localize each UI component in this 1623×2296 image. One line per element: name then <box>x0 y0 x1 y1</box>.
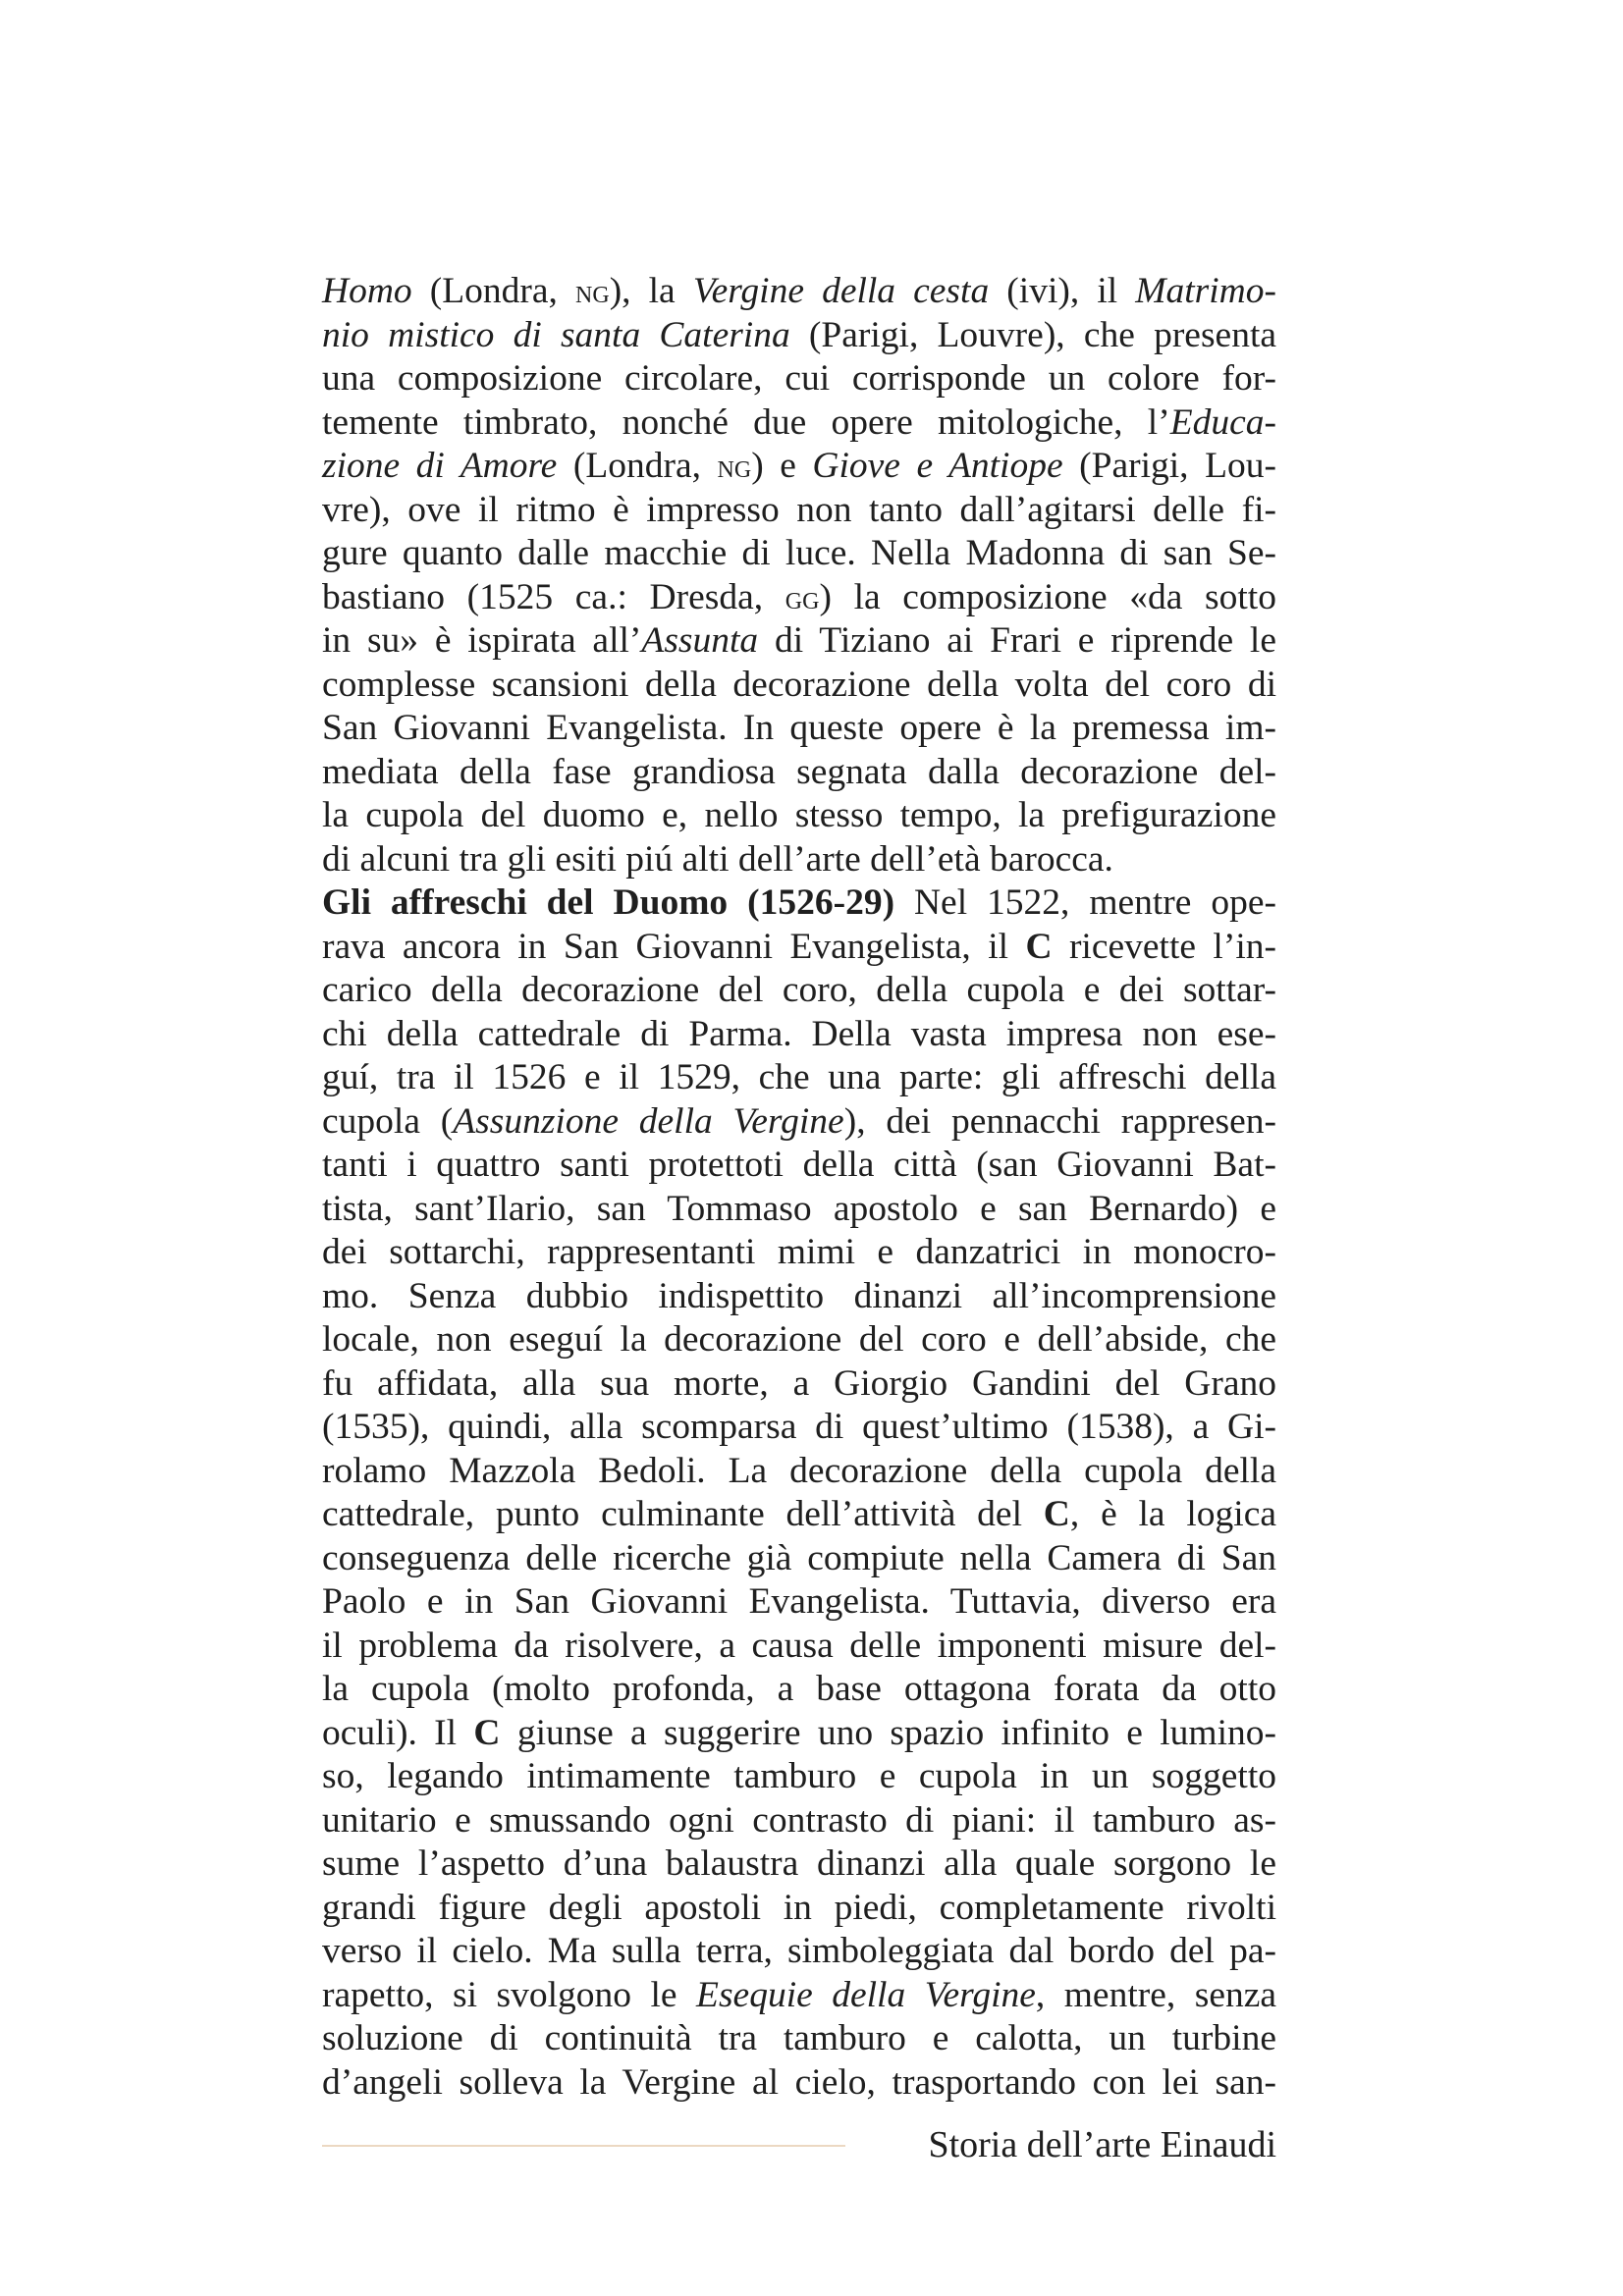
text-line <box>322 1887 1276 1931</box>
text-run: ), la <box>609 271 693 311</box>
text-run: fu affidata, alla sua morte, a Giorgio Gandini del Grano <box>322 1362 1276 1404</box>
text-line <box>322 1318 1276 1362</box>
text-run: tista, sant’Ilario, san Tommaso apostolo e san Bernardo) e <box>322 1188 1276 1229</box>
text-line <box>322 489 1276 533</box>
text-line <box>322 1056 1276 1100</box>
text-run: ricevette l’in- <box>1052 926 1276 967</box>
italic-run: Homo <box>322 271 412 311</box>
italic-run: Vergine della cesta <box>692 271 990 311</box>
text-run: d’angeli solleva la Vergine al cielo, trasportando con lei san- <box>322 2061 1276 2103</box>
text-line <box>322 1493 1276 1537</box>
text-line <box>322 576 1276 620</box>
text-run: , mentre, senza <box>1035 1974 1277 2015</box>
text-run: unitario e smussando ogni contrasto di piani: il tamburo as- <box>322 1799 1276 1841</box>
text-run: cattedrale, punto culminante dell’attività del <box>322 1494 1044 1534</box>
text-line <box>322 270 1276 314</box>
text-run: (ivi), il <box>989 271 1136 311</box>
text-run: gure quanto dalle macchie di luce. Nella Madonna di san Se- <box>322 533 1276 573</box>
text-line <box>322 619 1276 664</box>
text-line <box>322 1712 1276 1756</box>
text-run: (Parigi, Lou- <box>1062 446 1276 486</box>
text-line <box>322 751 1276 795</box>
text-run: in su» è ispirata all’ <box>322 620 642 661</box>
text-run: ) e <box>751 446 813 486</box>
text-run: rapetto, si svolgono le <box>322 1974 697 2015</box>
bold-run: Gli affreschi del Duomo (1526-29) <box>322 882 895 923</box>
text-run: dei sottarchi, rappresentanti mimi e danzatrici in monocro- <box>322 1232 1276 1272</box>
text-run: 1538 <box>1078 1407 1153 1447</box>
text-line <box>322 1100 1276 1145</box>
text-run: e il <box>566 1057 658 1097</box>
text-run: la cupola del duomo e, nello stesso tempo, la prefigurazione <box>322 795 1276 835</box>
text-line <box>322 1842 1276 1887</box>
bold-run: C <box>1043 1494 1070 1534</box>
text-run: vre), ove il ritmo è impresso non tanto dall’agitarsi delle fi- <box>322 489 1276 530</box>
text-line <box>322 1799 1276 1843</box>
text-run: la cupola (molto profonda, a base ottagona forata da otto <box>322 1669 1276 1709</box>
text-run: rava ancora in San Giovanni Evangelista, il <box>322 926 1026 967</box>
text-line <box>322 794 1276 838</box>
text-run: ) la composizione «da sotto <box>819 576 1276 617</box>
text-run: ), a Gi- <box>1152 1407 1277 1447</box>
text-run: gg <box>784 578 820 616</box>
text-line <box>322 1450 1276 1494</box>
bold-run: C <box>1025 926 1053 967</box>
body-text <box>322 270 1276 2105</box>
text-run: il problema da risolvere, a causa delle imponenti misure del- <box>322 1625 1276 1666</box>
text-run: chi della cattedrale di Parma. Della vasta impresa non ese- <box>322 1013 1276 1054</box>
text-line <box>322 664 1276 708</box>
text-run: 1529 <box>657 1057 731 1097</box>
text-run: mo. Senza dubbio indispettito dinanzi all’incomprensione <box>322 1275 1276 1316</box>
text-line <box>322 314 1276 358</box>
text-run: 1535 <box>334 1407 408 1447</box>
text-run: carico della decorazione del coro, della cupola e dei sottar- <box>322 970 1276 1010</box>
italic-run: nio mistico di santa Caterina <box>322 314 790 355</box>
text-run: mediata della fase grandiosa segnata dalla decorazione del- <box>322 751 1276 792</box>
text-line <box>322 532 1276 576</box>
text-run: di alcuni tra gli esiti piú alti dell’arte dell’età barocca. <box>322 838 1113 880</box>
text-line <box>322 881 1276 926</box>
bold-run: C <box>473 1712 501 1753</box>
text-run: , che una parte: gli affreschi della <box>730 1057 1276 1097</box>
text-run: ( <box>322 1407 335 1447</box>
text-line <box>322 357 1276 401</box>
text-run: so, legando intimamente tamburo e cupola in un soggetto <box>322 1756 1276 1796</box>
text-run: 1526 <box>492 1057 567 1097</box>
text-run: bastiano ( <box>322 576 480 617</box>
text-run: rolamo Mazzola Bedoli. La decorazione della cupola della <box>322 1450 1276 1491</box>
text-line <box>322 1188 1276 1232</box>
text-run: cupola ( <box>322 1100 454 1142</box>
text-line <box>322 2017 1276 2061</box>
text-run: , è la logica <box>1069 1494 1277 1534</box>
footer-rule <box>322 2145 845 2147</box>
footer-title: Storia dell’arte Einaudi <box>928 2124 1276 2165</box>
text-line <box>322 926 1276 970</box>
text-line <box>322 1580 1276 1625</box>
text-run: 1525 <box>479 576 554 617</box>
text-run: giunse a suggerire uno spazio infinito e lumino- <box>500 1712 1276 1753</box>
text-line <box>322 2061 1276 2106</box>
text-line <box>322 1362 1276 1407</box>
text-run: tanti i quattro santi protettoti della città (san Giovanni Bat- <box>322 1145 1276 1185</box>
text-run: ca.: Dresda, <box>553 576 785 617</box>
text-run: ng <box>717 448 752 485</box>
text-run: soluzione di continuità tra tamburo e calotta, un turbine <box>322 2018 1276 2058</box>
text-line <box>322 1537 1276 1581</box>
italic-run: Assunzione della Vergine <box>453 1100 844 1142</box>
text-run: , mentre ope- <box>1060 882 1276 923</box>
text-line <box>322 1144 1276 1188</box>
text-line <box>322 1755 1276 1799</box>
italic-run: Educa- <box>1169 401 1276 443</box>
italic-run: Assunta <box>641 620 759 661</box>
text-line <box>322 838 1276 882</box>
text-run: una composizione circolare, cui corrisponde un colore for- <box>322 358 1276 399</box>
text-line <box>322 445 1276 489</box>
text-run: ), dei pennacchi rappresen- <box>843 1100 1276 1142</box>
text-run: ), quindi, alla scomparsa di quest’ultimo ( <box>407 1407 1079 1447</box>
italic-run: zione di Amore <box>322 446 558 486</box>
text-run: sume l’aspetto d’una balaustra dinanzi alla quale sorgono le <box>322 1843 1276 1884</box>
text-run: ng <box>575 273 610 310</box>
italic-run: Esequie della Vergine <box>696 1974 1036 2015</box>
text-run: guí, tra il <box>322 1057 493 1097</box>
text-run: Paolo e in San Giovanni Evangelista. Tuttavia, diverso era <box>322 1581 1276 1622</box>
text-run: temente timbrato, nonché due opere mitologiche, l’ <box>322 401 1170 443</box>
text-run: di Tiziano ai Frari e riprende le <box>758 620 1276 661</box>
text-run: (Londra, <box>557 446 718 486</box>
text-line <box>322 1668 1276 1712</box>
text-run: grandi figure degli apostoli in piedi, completamente rivolti <box>322 1887 1276 1928</box>
italic-run: Matrimo- <box>1135 271 1277 311</box>
text-line <box>322 707 1276 751</box>
text-run: Nel <box>894 882 988 923</box>
text-line <box>322 401 1276 446</box>
text-run: complesse scansioni della decorazione della volta del coro di <box>322 664 1276 705</box>
page-footer <box>322 2122 1276 2171</box>
text-run: San Giovanni Evangelista. In queste opere è la premessa im- <box>322 708 1276 748</box>
text-line <box>322 969 1276 1013</box>
text-line <box>322 1231 1276 1275</box>
text-run: verso il cielo. Ma sulla terra, simboleggiata dal bordo del pa- <box>322 1931 1276 1971</box>
text-run: locale, non eseguí la decorazione del coro e dell’abside, che <box>322 1319 1276 1360</box>
text-line <box>322 1406 1276 1450</box>
text-run: 1522 <box>987 882 1061 923</box>
text-line <box>322 1275 1276 1319</box>
text-line <box>322 1930 1276 1974</box>
text-line <box>322 1625 1276 1669</box>
text-run: (Parigi, Louvre), che presenta <box>789 314 1277 355</box>
text-line <box>322 1974 1276 2018</box>
text-line <box>322 1013 1276 1057</box>
text-run: conseguenza delle ricerche già compiute nella Camera di San <box>322 1537 1276 1578</box>
text-run: oculi). Il <box>322 1712 474 1753</box>
italic-run: Giove e Antiope <box>812 446 1063 486</box>
text-run: (Londra, <box>411 271 576 311</box>
